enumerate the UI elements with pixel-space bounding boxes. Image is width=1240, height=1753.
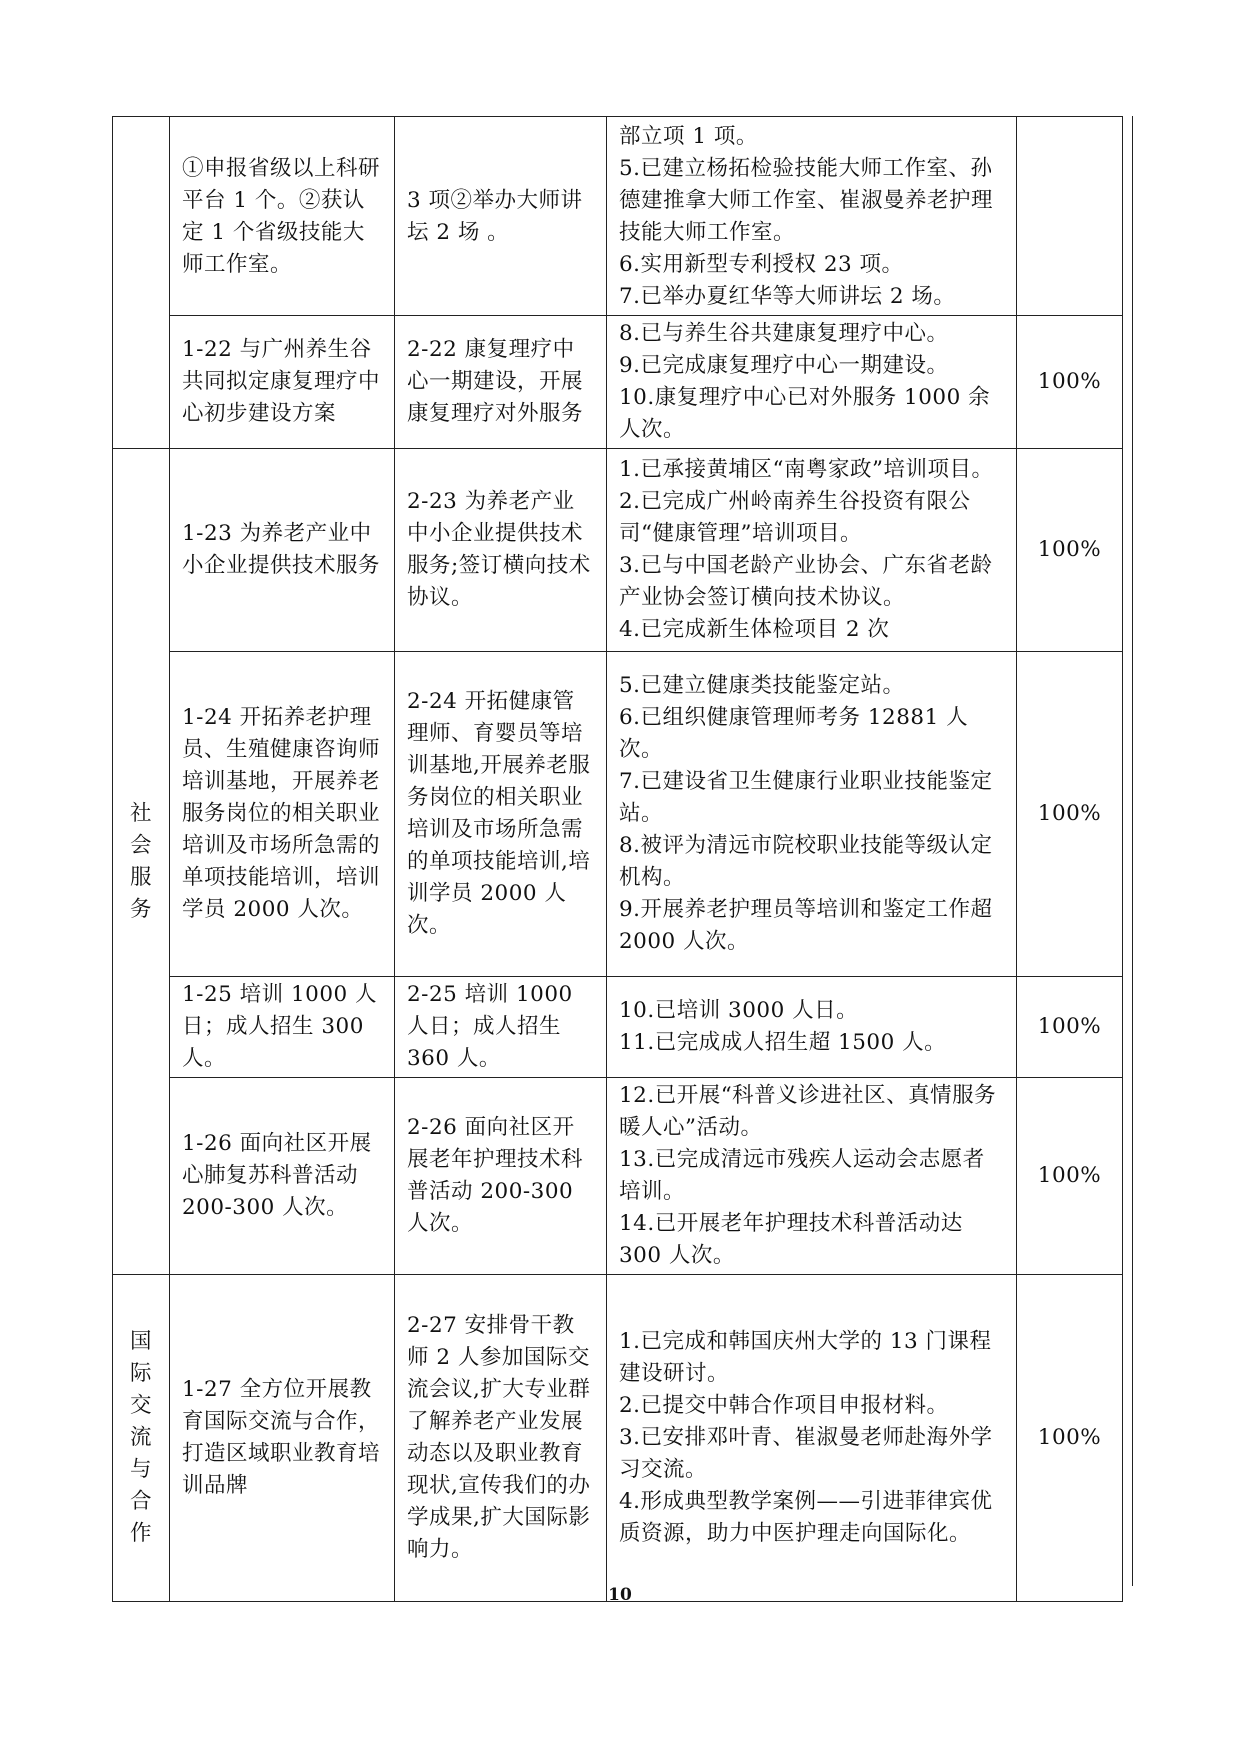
completion-rate-cell: 100% [1017,652,1123,977]
achievement-cell [607,1078,1017,1275]
completion-rate-cell: 100% [1017,1078,1123,1275]
achievement-cell [607,117,1017,316]
achievement-item: 7.已举办夏红华等大师讲坛 2 场。 [619,284,956,309]
achievement-item: 1.已完成和韩国庆州大学的 13 门课程建设研讨。 [619,1329,992,1386]
achievement-item: 4.已完成新生体检项目 2 次 [619,617,890,642]
table-row [113,652,1123,977]
achievement-item: 7.已建设省卫生健康行业职业技能鉴定站。 [619,769,993,826]
achievement-item: 8.已与养生谷共建康复理疗中心。 [619,321,949,346]
target-cell: 2-22 康复理疗中心一期建设，开展康复理疗对外服务 [395,316,607,449]
table-row [113,1275,1123,1602]
target-cell: 2-23 为养老产业中小企业提供技术服务;签订横向技术协议。 [395,449,607,652]
achievement-cell [607,316,1017,449]
achievement-cell [607,977,1017,1078]
achievement-item: 9.开展养老护理员等培训和鉴定工作超 2000 人次。 [619,897,993,954]
task-cell: 1-26 面向社区开展心肺复苏科普活动 200-300 人次。 [170,1078,395,1275]
achievement-cell [607,652,1017,977]
achievement-item: 6.实用新型专利授权 23 项。 [619,252,904,277]
achievement-item: 10.康复理疗中心已对外服务 1000 余人次。 [619,385,991,442]
achievement-item: 5.已建立健康类技能鉴定站。 [619,673,905,698]
target-cell: 2-26 面向社区开展老年护理技术科普活动 200-300 人次。 [395,1078,607,1275]
table-row [113,977,1123,1078]
table-row [113,1078,1123,1275]
construction-progress-table [112,116,1123,1602]
achievement-item: 11.已完成成人招生超 1500 人。 [619,1030,947,1055]
report-table-frame [112,116,1132,1586]
task-cell: 1-24 开拓养老护理员、生殖健康咨询师培训基地，开展养老服务岗位的相关职业培训及市场所急需的单项技能培训，培训学员 2000 人次。 [170,652,395,977]
achievement-cell [607,449,1017,652]
table-row [113,449,1123,652]
achievement-item: 12.已开展“科普义诊进社区、真情服务暖人心”活动。 [619,1083,997,1140]
category-cell-social-service: 社会服务 [113,449,170,1275]
page-number: 10 [608,1585,632,1605]
achievement-item: 13.已完成清远市残疾人运动会志愿者培训。 [619,1147,985,1204]
category-cell-blank [113,117,170,449]
task-cell: 1-25 培训 1000 人日；成人招生 300 人。 [170,977,395,1078]
achievement-item: 10.已培训 3000 人日。 [619,998,859,1023]
achievement-item: 部立项 1 项。 [619,124,758,149]
achievement-item: 9.已完成康复理疗中心一期建设。 [619,353,949,378]
achievement-item: 6.已组织健康管理师考务 12881 人次。 [619,705,969,762]
target-cell: 2-25 培训 1000 人日；成人招生 360 人。 [395,977,607,1078]
achievement-item: 2.已提交中韩合作项目申报材料。 [619,1393,949,1418]
task-cell: 1-23 为养老产业中小企业提供技术服务 [170,449,395,652]
task-cell: 1-22 与广州养生谷共同拟定康复理疗中心初步建设方案 [170,316,395,449]
task-cell: ①申报省级以上科研平台 1 个。②获认定 1 个省级技能大师工作室。 [170,117,395,316]
completion-rate-cell: 100% [1017,977,1123,1078]
achievement-item: 3.已与中国老龄产业协会、广东省老龄产业协会签订横向技术协议。 [619,553,993,610]
completion-rate-cell: 100% [1017,316,1123,449]
target-cell: 3 项②举办大师讲坛 2 场 。 [395,117,607,316]
target-cell: 2-24 开拓健康管理师、育婴员等培训基地,开展养老服务岗位的相关职业培训及市场所急需的单项技能培训,培训学员 2000 人次。 [395,652,607,977]
completion-rate-cell: 100% [1017,449,1123,652]
completion-rate-cell: 100% [1017,1275,1123,1602]
completion-rate-cell [1017,117,1123,316]
task-cell: 1-27 全方位开展教育国际交流与合作，打造区域职业教育培训品牌 [170,1275,395,1602]
category-cell-international: 国际交流与合作 [113,1275,170,1602]
right-border-line [1132,116,1133,1586]
table-row [113,316,1123,449]
achievement-item: 5.已建立杨拓检验技能大师工作室、孙德建推拿大师工作室、崔淑曼养老护理技能大师工作室。 [619,156,994,245]
achievement-item: 3.已安排邓叶青、崔淑曼老师赴海外学习交流。 [619,1425,993,1482]
achievement-item: 2.已完成广州岭南养生谷投资有限公司“健康管理”培训项目。 [619,489,971,546]
achievement-item: 4.形成典型教学案例——引进菲律宾优质资源，助力中医护理走向国际化。 [619,1489,993,1546]
target-cell: 2-27 安排骨干教师 2 人参加国际交流会议,扩大专业群了解养老产业发展动态以及职业教育现状,宣传我们的办学成果,扩大国际影响力。 [395,1275,607,1602]
table-row [113,117,1123,316]
achievement-item: 1.已承接黄埔区“南粤家政”培训项目。 [619,457,994,482]
achievement-item: 14.已开展老年护理技术科普活动达 300 人次。 [619,1211,963,1268]
achievement-item: 8.被评为清远市院校职业技能等级认定机构。 [619,833,993,890]
achievement-cell [607,1275,1017,1602]
